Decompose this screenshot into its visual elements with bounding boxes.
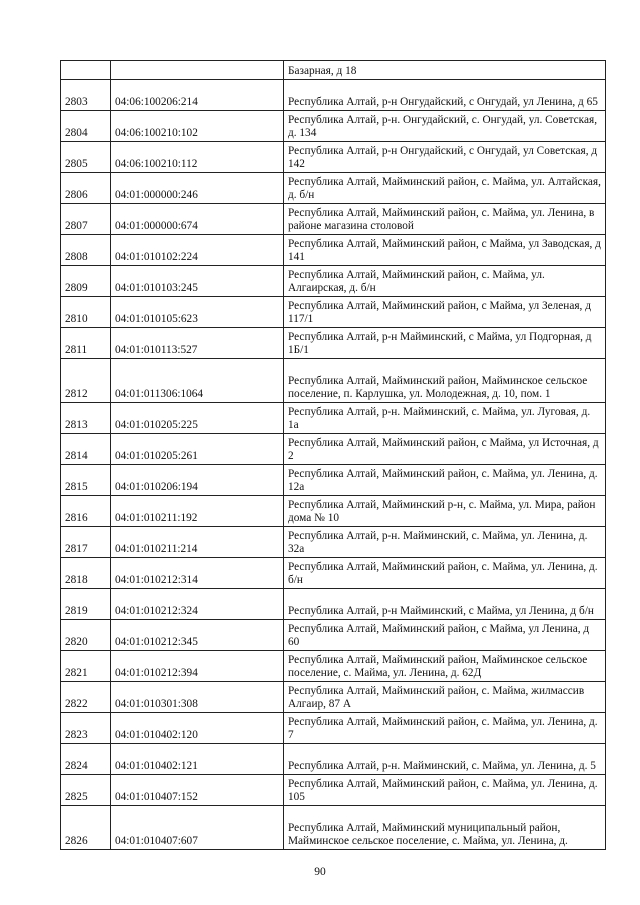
table-row xyxy=(61,496,606,527)
cadastral-number: 04:01:010212:324 xyxy=(111,589,284,620)
row-number: 2803 xyxy=(61,80,111,111)
table-row xyxy=(61,527,606,558)
cadastral-number: 04:01:010212:314 xyxy=(111,558,284,589)
cadastral-number: 04:01:010301:308 xyxy=(111,682,284,713)
row-number: 2804 xyxy=(61,111,111,142)
table-row xyxy=(61,713,606,744)
row-number: 2822 xyxy=(61,682,111,713)
table-row xyxy=(61,266,606,297)
address: Республика Алтай, Майминский район, с. Майма, ул. Алтайская, д. б/н xyxy=(284,173,606,204)
address: Республика Алтай, Майминский район, с. Майма, ул. Ленина, д. 12а xyxy=(284,465,606,496)
cadastral-number: 04:01:010212:345 xyxy=(111,620,284,651)
cadastral-number: 04:01:000000:246 xyxy=(111,173,284,204)
row-number: 2811 xyxy=(61,328,111,359)
row-number: 2815 xyxy=(61,465,111,496)
row-number: 2807 xyxy=(61,204,111,235)
row-number: 2826 xyxy=(61,806,111,850)
table-row xyxy=(61,465,606,496)
row-number: 2813 xyxy=(61,403,111,434)
row-number: 2824 xyxy=(61,744,111,775)
row-number: 2825 xyxy=(61,775,111,806)
address: Республика Алтай, Майминский район, с Майма, ул Зеленая, д 117/1 xyxy=(284,297,606,328)
address: Республика Алтай, р-н. Майминский, с. Майма, ул. Ленина, д. 32а xyxy=(284,527,606,558)
table-row xyxy=(61,297,606,328)
table-row xyxy=(61,235,606,266)
address: Республика Алтай, р-н. Майминский, с. Майма, ул. Ленина, д. 5 xyxy=(284,744,606,775)
cadastral-number: 04:06:100206:214 xyxy=(111,80,284,111)
address: Республика Алтай, р-н. Онгудайский, с. Онгудай, ул. Советская, д. 134 xyxy=(284,111,606,142)
row-number: 2821 xyxy=(61,651,111,682)
table-row xyxy=(61,558,606,589)
cadastral-number: 04:01:010205:261 xyxy=(111,434,284,465)
cadastral-number: 04:06:100210:102 xyxy=(111,111,284,142)
cadastral-number: 04:01:010212:394 xyxy=(111,651,284,682)
address: Республика Алтай, р-н Онгудайский, с Онгудай, ул Ленина, д 65 xyxy=(284,80,606,111)
address: Республика Алтай, Майминский район, Майминское сельское поселение, п. Карлушка, ул. Молодежная, д. 10, пом. 1 xyxy=(284,359,606,403)
cadastral-number: 04:01:010402:121 xyxy=(111,744,284,775)
row-number: 2809 xyxy=(61,266,111,297)
row-number: 2808 xyxy=(61,235,111,266)
cadastral-number xyxy=(111,61,284,80)
cadastral-number: 04:01:010211:214 xyxy=(111,527,284,558)
table-row xyxy=(61,775,606,806)
cadastral-number: 04:01:010211:192 xyxy=(111,496,284,527)
table-row xyxy=(61,359,606,403)
row-number: 2810 xyxy=(61,297,111,328)
address: Республика Алтай, Майминский муниципальный район, Майминское сельское поселение, с. Майма, ул. Ленина, д. xyxy=(284,806,606,850)
address: Республика Алтай, Майминский район, с. Майма, ул. Ленина, д. 105 xyxy=(284,775,606,806)
table-row xyxy=(61,328,606,359)
table-row xyxy=(61,434,606,465)
cadastral-number: 04:01:010105:623 xyxy=(111,297,284,328)
row-number: 2818 xyxy=(61,558,111,589)
table-row xyxy=(61,61,606,80)
page-number: 90 xyxy=(314,866,326,878)
table-row xyxy=(61,744,606,775)
address: Республика Алтай, Майминский район, с Майма, ул Заводская, д 141 xyxy=(284,235,606,266)
row-number: 2819 xyxy=(61,589,111,620)
table-row xyxy=(61,173,606,204)
cadastral-number: 04:01:010113:527 xyxy=(111,328,284,359)
address: Республика Алтай, р-н Майминский, с Майма, ул Подгорная, д 1Б/1 xyxy=(284,328,606,359)
table-row xyxy=(61,620,606,651)
address: Республика Алтай, р-н Онгудайский, с Онгудай, ул Советская, д 142 xyxy=(284,142,606,173)
cadastral-number: 04:01:010103:245 xyxy=(111,266,284,297)
address: Республика Алтай, Майминский район, с. Майма, жилмассив Алгаир, 87 А xyxy=(284,682,606,713)
address: Республика Алтай, Майминский район, с. Майма, ул. Ленина, д. 7 xyxy=(284,713,606,744)
row-number: 2820 xyxy=(61,620,111,651)
cadastral-number: 04:01:010205:225 xyxy=(111,403,284,434)
cadastral-number: 04:06:100210:112 xyxy=(111,142,284,173)
address: Республика Алтай, Майминский район, с. Майма, ул. Ленина, в районе магазина столовой xyxy=(284,204,606,235)
row-number: 2823 xyxy=(61,713,111,744)
address: Республика Алтай, Майминский район, Майминское сельское поселение, с. Майма, ул. Ленина, д. 62Д xyxy=(284,651,606,682)
row-number xyxy=(61,61,111,80)
address: Республика Алтай, Майминский район, с Майма, ул Источная, д 2 xyxy=(284,434,606,465)
table-row xyxy=(61,682,606,713)
table-row xyxy=(61,142,606,173)
address: Республика Алтай, р-н. Майминский, с. Майма, ул. Луговая, д. 1а xyxy=(284,403,606,434)
row-number: 2812 xyxy=(61,359,111,403)
address: Республика Алтай, р-н Майминский, с Майма, ул Ленина, д б/н xyxy=(284,589,606,620)
cadastral-number: 04:01:000000:674 xyxy=(111,204,284,235)
address: Базарная, д 18 xyxy=(284,61,606,80)
cadastral-number: 04:01:011306:1064 xyxy=(111,359,284,403)
address: Республика Алтай, Майминский район, с. Майма, ул. Алгаирская, д. б/н xyxy=(284,266,606,297)
address: Республика Алтай, Майминский р-н, с. Майма, ул. Мира, район дома № 10 xyxy=(284,496,606,527)
table-row xyxy=(61,651,606,682)
table-row xyxy=(61,589,606,620)
cadastral-number: 04:01:010407:607 xyxy=(111,806,284,850)
table-row xyxy=(61,204,606,235)
cadastral-number: 04:01:010206:194 xyxy=(111,465,284,496)
table-row xyxy=(61,111,606,142)
cadastral-number: 04:01:010407:152 xyxy=(111,775,284,806)
row-number: 2817 xyxy=(61,527,111,558)
registry-table xyxy=(60,60,606,850)
row-number: 2806 xyxy=(61,173,111,204)
row-number: 2805 xyxy=(61,142,111,173)
table-row xyxy=(61,403,606,434)
address: Республика Алтай, Майминский район, с Майма, ул Ленина, д 60 xyxy=(284,620,606,651)
cadastral-number: 04:01:010402:120 xyxy=(111,713,284,744)
table-row xyxy=(61,80,606,111)
table-row xyxy=(61,806,606,850)
row-number: 2816 xyxy=(61,496,111,527)
address: Республика Алтай, Майминский район, с. Майма, ул. Ленина, д. б/н xyxy=(284,558,606,589)
row-number: 2814 xyxy=(61,434,111,465)
cadastral-number: 04:01:010102:224 xyxy=(111,235,284,266)
